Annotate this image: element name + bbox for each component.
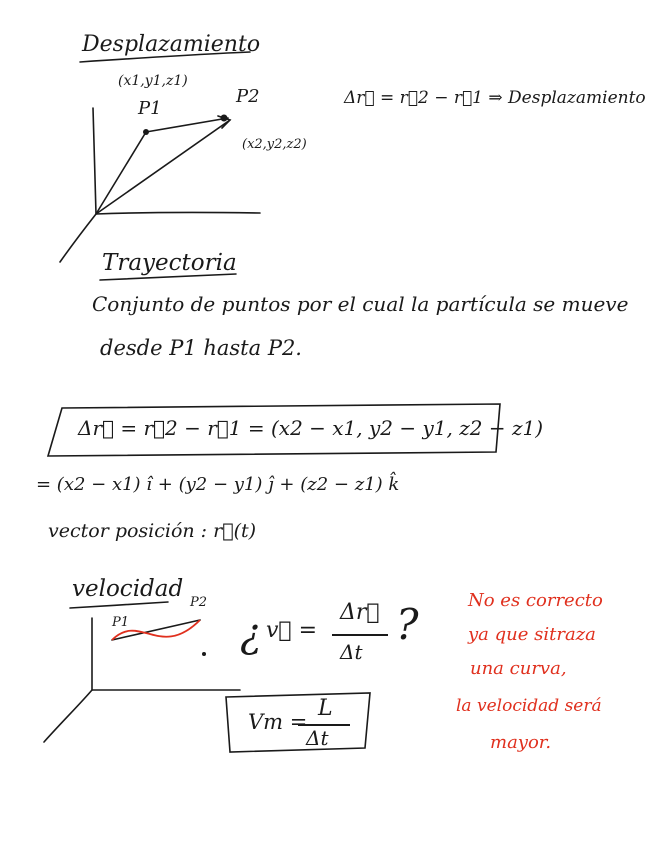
note-line-3: una curva, [470,658,567,679]
note-line-2: ya que sitraza [468,624,596,645]
vm-numerator: L [318,696,333,721]
question-v-label: v⃗ = [266,618,318,643]
velocidad-underline [70,602,168,608]
axis-x-1 [96,212,260,214]
question-fraction-bar [332,634,388,636]
point1-coords: (x1,y1,z1) [118,73,188,89]
displacement-formula: Δr⃗ = r⃗2 − r⃗1 ⇒ Desplazamiento [344,88,646,108]
heading-trayectoria: Trayectoria [102,250,237,276]
axis-y-1 [93,108,96,214]
question-denominator: Δt [340,640,363,664]
note-line-1: No es correcto [468,590,603,611]
point1-label: P1 [138,98,162,119]
boxed-displacement-formula: Δr⃗ = r⃗2 − r⃗1 = (x2 − x1, y2 − y1, z2 − z1) [78,416,544,440]
unit-vector-components: = (x2 − x1) î + (y2 − y1) ĵ + (z2 − z1) k̂ [36,474,400,495]
point-p1-dot [143,129,149,135]
trayectoria-line-2: desde P1 hasta P2. [100,336,302,360]
question-numerator: Δr⃗ [340,600,380,625]
note-line-5: mayor. [490,732,552,753]
question-close-mark: ? [396,600,419,649]
question-open-mark: ¿ [240,611,262,657]
velocidad-point2-label: P2 [190,595,208,610]
point2-label: P2 [236,86,260,107]
vm-label: Vm = [248,710,308,734]
velocidad-point1-label: P1 [112,615,130,630]
vector-r2 [96,120,230,214]
heading-desplazamiento: Desplazamiento [82,32,261,57]
point2-coords: (x2,y2,z2) [242,137,307,152]
vector-r1 [96,132,146,214]
vm-denominator: Δt [306,726,329,750]
note-line-4: la velocidad será [456,696,602,716]
trayectoria-line-1: Conjunto de puntos por el cual la partícula se mueve [92,292,629,316]
axis-z-1 [60,214,96,262]
vector-posicion-label: vector posición : r⃗(t) [48,520,257,542]
heading-velocidad: velocidad [72,576,184,602]
axis-z-2 [44,690,92,742]
point-p2-dot [221,115,228,122]
point-dot-small [202,652,206,656]
